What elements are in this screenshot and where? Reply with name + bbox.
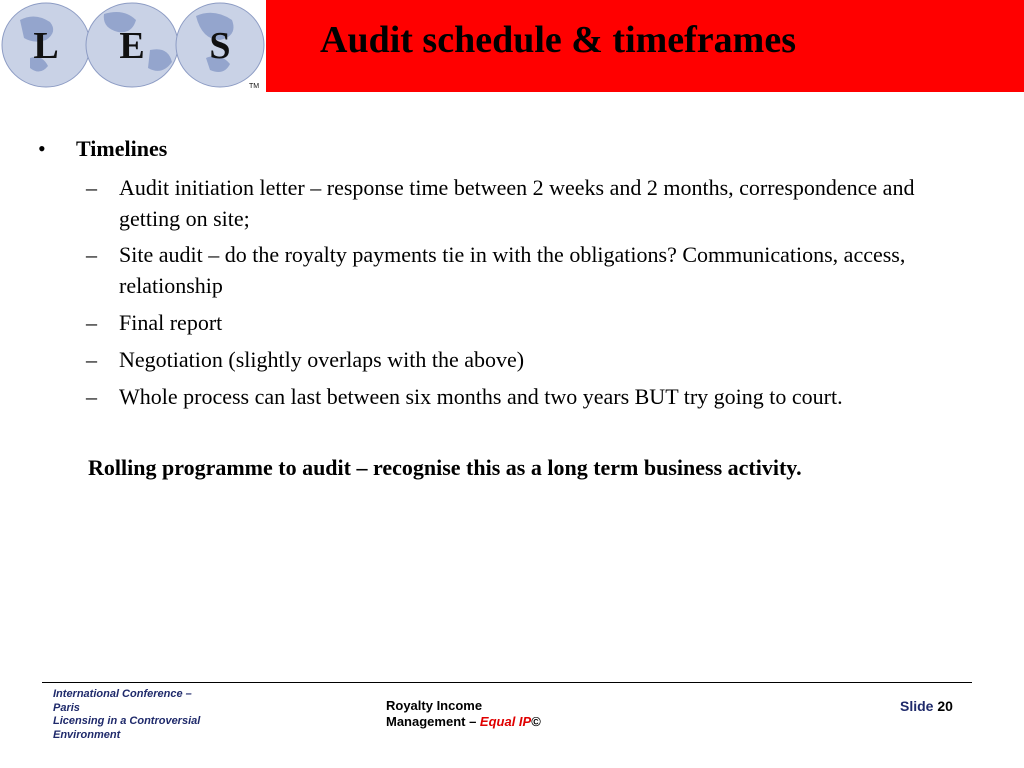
closing-statement: Rolling programme to audit – recognise this as a long term business activity. (88, 455, 802, 480)
list-item (86, 344, 976, 375)
list-item (86, 307, 976, 338)
les-logo-graphic (0, 0, 266, 92)
slide-number (900, 698, 953, 714)
footer-conference-line: Paris (53, 701, 80, 714)
dash-marker: – (86, 175, 97, 200)
dash-marker: – (86, 242, 97, 267)
list-item (86, 239, 976, 301)
logo-letter-l: L (33, 25, 59, 67)
slide-label: Slide (900, 698, 934, 714)
copyright-symbol: © (531, 714, 541, 729)
dash-marker: – (86, 347, 97, 372)
footer-conference (53, 688, 253, 742)
les-logo (0, 0, 266, 92)
footer-conference-line: International Conference – (53, 688, 192, 700)
footer-brand: Equal IP (479, 714, 532, 729)
footer-conference-line: Licensing in a Controversial (53, 715, 201, 727)
list-item-text: Site audit – do the royalty payments tie in with the obligations? Communications, access, relationship (119, 242, 906, 298)
list-item-text: Negotiation (slightly overlaps with the above) (119, 347, 525, 372)
list-item-text: Audit initiation letter – response time between 2 weeks and 2 months, correspondence and getting on site; (119, 175, 915, 231)
footer-divider (42, 682, 972, 683)
bullet-marker: • (38, 136, 46, 161)
footer-presentation-line1: Royalty Income (386, 698, 483, 713)
list-item (86, 172, 976, 234)
dash-marker: – (86, 384, 97, 409)
footer-presentation-prefix: Management – (386, 714, 480, 729)
footer-conference-line: Environment (53, 728, 121, 741)
title-bar (0, 0, 1024, 92)
logo-trademark: TM (248, 83, 260, 90)
list-item (86, 381, 976, 412)
dash-marker: – (86, 310, 97, 335)
slide-number-value: 20 (937, 698, 953, 714)
section-heading: Timelines (76, 136, 168, 161)
slide-title: Audit schedule & timeframes (320, 19, 796, 61)
footer-presentation (386, 698, 616, 730)
logo-letter-s: S (209, 25, 231, 67)
list-item-text: Final report (119, 310, 223, 335)
logo-letter-e: E (119, 25, 145, 67)
footer-presentation-line2 (386, 714, 616, 730)
list-item-text: Whole process can last between six months and two years BUT try going to court. (119, 384, 843, 409)
